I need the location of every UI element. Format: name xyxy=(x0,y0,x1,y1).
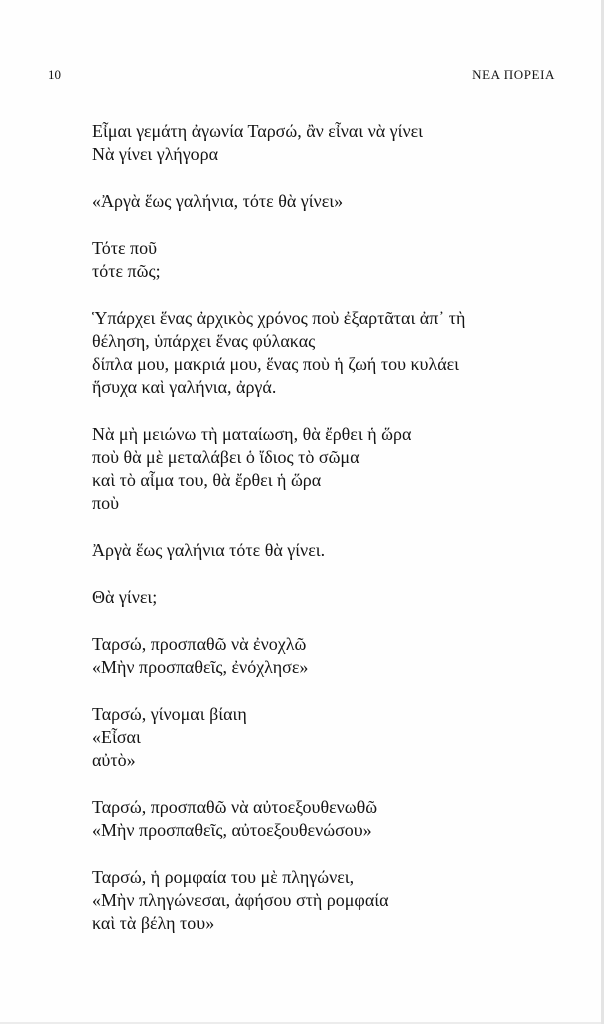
poem-line: Εἶμαι γεμάτη ἀγωνία Ταρσώ, ἂν εἶναι νὰ γίνει xyxy=(92,121,424,141)
stanza xyxy=(92,307,572,399)
poem-line: Θὰ γίνει; xyxy=(92,587,158,607)
poem-line: Ταρσώ, γίνομαι βίαιη xyxy=(92,704,247,724)
stanza xyxy=(92,586,572,609)
stanza xyxy=(92,539,572,562)
poem-line: «Μὴν προσπαθεῖς, ἐνόχλησε» xyxy=(92,657,309,677)
poem-line: καὶ τὸ αἷμα του, θὰ ἔρθει ἡ ὥρα xyxy=(92,470,322,490)
stanza xyxy=(92,423,572,515)
stanza xyxy=(92,703,572,772)
poem-line: τότε πῶς; xyxy=(92,261,161,281)
poem-line: θέληση, ὑπάρχει ἕνας φύλακας xyxy=(92,331,316,351)
poem-line: Νὰ γίνει γλήγορα xyxy=(92,144,219,164)
poem-line: «Μὴν προσπαθεῖς, αὐτοεξουθενώσου» xyxy=(92,820,372,840)
poem-line: Ὑπάρχει ἕνας ἀρχικὸς χρόνος ποὺ ἐξαρτᾶται ἀπ᾽ τὴ xyxy=(92,308,466,328)
poem-body xyxy=(92,120,572,935)
poem-line: Ἀργὰ ἕως γαλήνια τότε θὰ γίνει. xyxy=(92,540,326,560)
poem-line: «Εἶσαι xyxy=(92,727,141,747)
poem-line: Τότε ποῦ xyxy=(92,238,158,258)
stanza xyxy=(92,796,572,842)
poem-line: ποὺ xyxy=(92,493,119,513)
poem-line: αὐτὸ» xyxy=(92,750,136,770)
stanza xyxy=(92,633,572,679)
poem-line: ἥσυχα καὶ γαλήνια, ἀργά. xyxy=(92,377,277,397)
journal-title: ΝΕΑ ΠΟΡΕΙΑ xyxy=(472,67,555,82)
poem-line: «Ἀργὰ ἕως γαλήνια, τότε θὰ γίνει» xyxy=(92,191,344,211)
poem-line: Ταρσώ, ἡ ρομφαία του μὲ πληγώνει, xyxy=(92,867,355,887)
stanza xyxy=(92,120,572,166)
poem-line: Νὰ μὴ μειώνω τὴ ματαίωση, θὰ ἔρθει ἡ ὥρα xyxy=(92,424,412,444)
page-number: 10 xyxy=(48,67,61,82)
poem-line: Ταρσώ, προσπαθῶ νὰ ἐνοχλῶ xyxy=(92,634,307,654)
stanza xyxy=(92,866,572,935)
running-header xyxy=(0,66,604,84)
poem-line: Ταρσώ, προσπαθῶ νὰ αὐτοεξουθενωθῶ xyxy=(92,797,378,817)
poem-line: καὶ τὰ βέλη του» xyxy=(92,913,215,933)
stanza xyxy=(92,237,572,283)
poem-line: ποὺ θὰ μὲ μεταλάβει ὁ ἴδιος τὸ σῶμα xyxy=(92,447,360,467)
stanza xyxy=(92,190,572,213)
poem-line: δίπλα μου, μακριά μου, ἕνας ποὺ ἡ ζωή του κυλάει xyxy=(92,354,460,374)
poem-line: «Μὴν πληγώνεσαι, ἀφήσου στὴ ρομφαία xyxy=(92,890,389,910)
